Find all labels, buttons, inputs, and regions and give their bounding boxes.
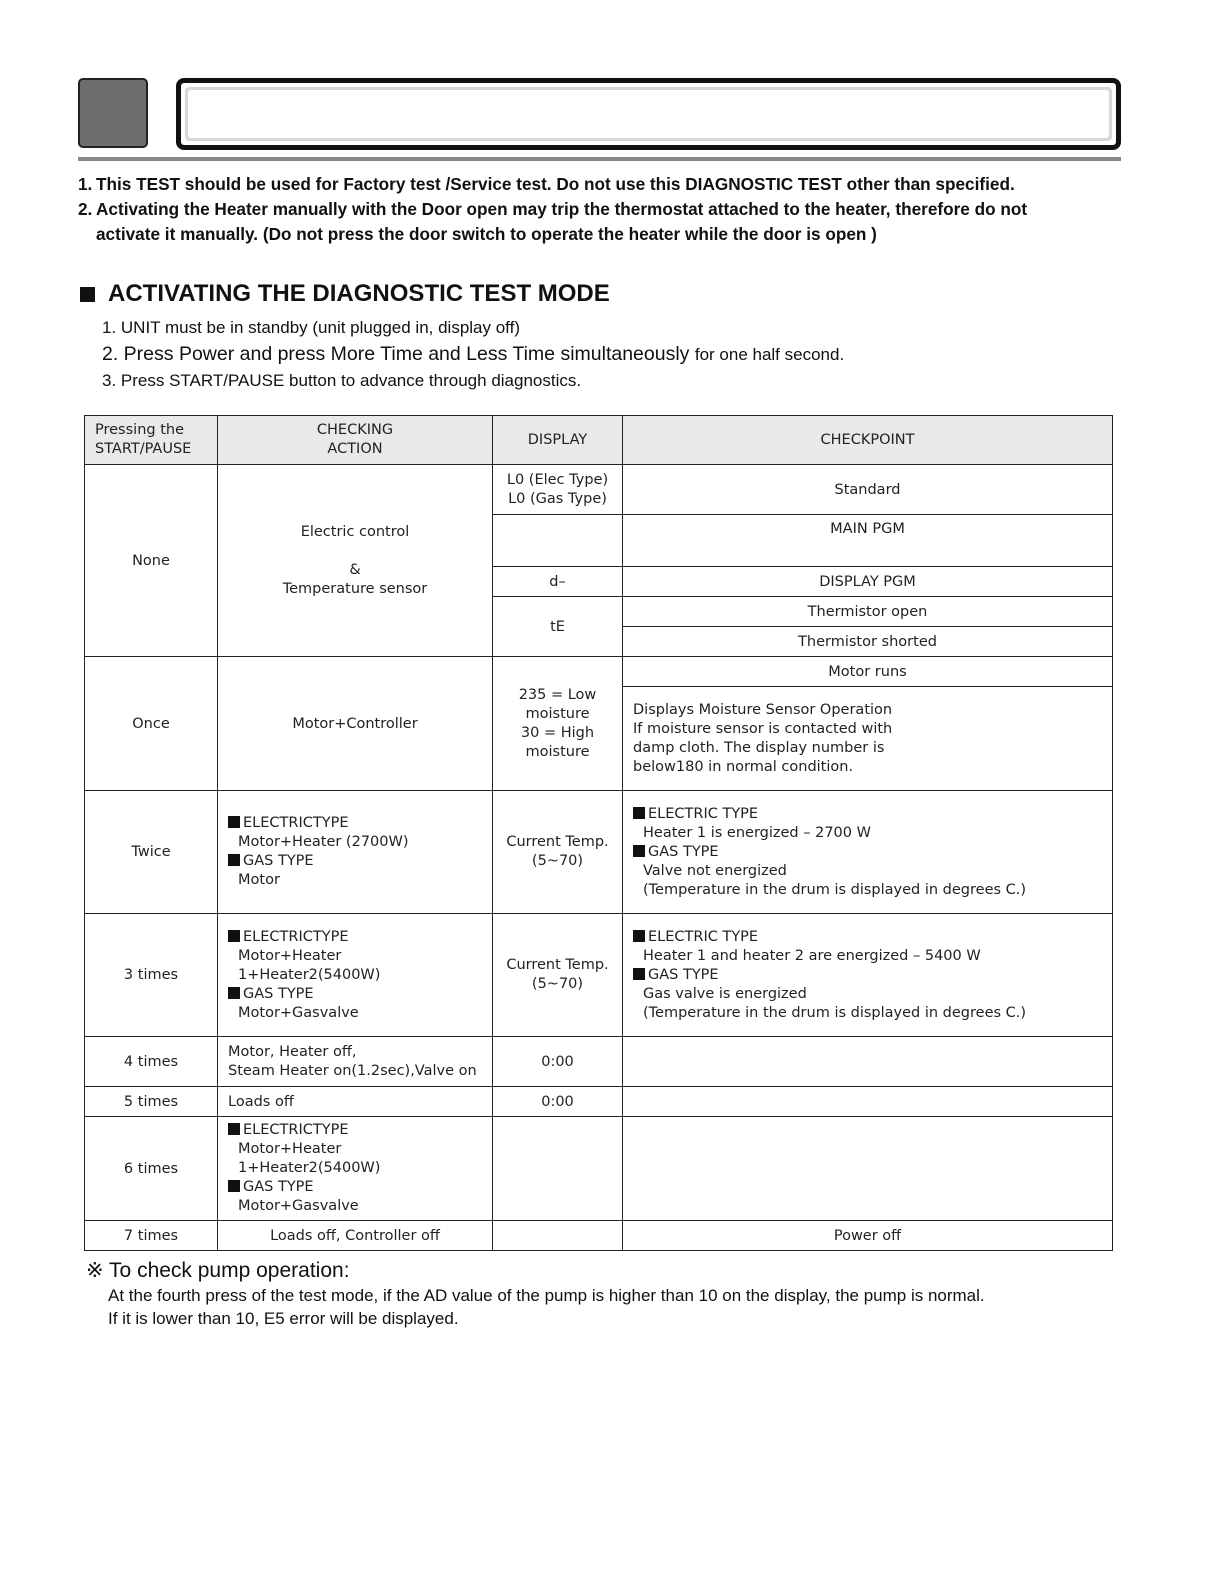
table-row [85,914,1113,1037]
checkpoint-motor-runs: Motor runs [623,657,1113,687]
action-3-times: ELECTRICTYPE Motor+Heater 1+Heater2(5400W) GAS TYPE Motor+Gasvalve [218,914,493,1037]
press-6-times: 6 times [85,1117,218,1221]
square-bullet-icon [633,930,645,942]
display-l0: L0 (Elec Type) L0 (Gas Type) [493,465,623,515]
warning-2-continued: activate it manually. (Do not press the door switch to operate the heater while the door is open ) [96,224,877,244]
header-checking-action: CHECKING ACTION [218,416,493,465]
section-title: ACTIVATING THE DIAGNOSTIC TEST MODE [80,280,610,308]
checkpoint-thermistor-open: Thermistor open [623,597,1113,627]
display-d: d– [493,567,623,597]
pump-note-line-1: At the fourth press of the test mode, if the AD value of the pump is higher than 10 on the display, the pump is normal. [108,1286,985,1305]
action-none: Electric control & Temperature sensor [218,465,493,657]
checkpoint-twice: ELECTRIC TYPE Heater 1 is energized – 2700 W GAS TYPE Valve not energized (Temperature in the drum is displayed in degrees C.) [623,791,1113,914]
checkpoint-standard: Standard [623,465,1113,515]
step-2: 2. Press Power and press More Time and Less Time simultaneously for one half second. [102,343,845,365]
display-5-times: 0:00 [493,1087,623,1117]
header-pressing: Pressing the START/PAUSE [85,416,218,465]
pump-note-line-2: If it is lower than 10, E5 error will be displayed. [108,1309,459,1328]
square-bullet-icon [633,845,645,857]
square-bullet-icon [228,816,240,828]
press-5-times: 5 times [85,1087,218,1117]
action-6-times: ELECTRICTYPE Motor+Heater 1+Heater2(5400W) GAS TYPE Motor+Gasvalve [218,1117,493,1221]
display-te: tE [493,597,623,657]
warning-2: 2. Activating the Heater manually with the Door open may trip the thermostat attached to the heater, therefore do not [78,199,1028,219]
header-divider [78,157,1121,161]
action-7-times: Loads off, Controller off [218,1221,493,1251]
table-row [85,1037,1113,1087]
table-row [85,1087,1113,1117]
table-row [85,791,1113,914]
press-none: None [85,465,218,657]
header-display: DISPLAY [493,416,623,465]
pump-note-heading: ※ To check pump operation: [86,1259,350,1282]
checkpoint-main-pgm: MAIN PGM [623,515,1113,567]
checkpoint-display-pgm: DISPLAY PGM [623,567,1113,597]
square-bullet-icon [228,930,240,942]
square-bullet-icon [633,807,645,819]
table-row [85,1117,1113,1221]
display-6-times [493,1117,623,1221]
display-twice: Current Temp. (5~70) [493,791,623,914]
display-7-times [493,1221,623,1251]
checkpoint-3-times: ELECTRIC TYPE Heater 1 and heater 2 are energized – 5400 W GAS TYPE Gas valve is energized (Temperature in the drum is displayed in degrees C.) [623,914,1113,1037]
table-row [85,657,1113,687]
checkpoint-7-times: Power off [623,1221,1113,1251]
square-bullet-icon [228,1180,240,1192]
table-row [85,465,1113,515]
chapter-title-bar [176,78,1121,150]
display-once: 235 = Low moisture 30 = High moisture [493,657,623,791]
press-4-times: 4 times [85,1037,218,1087]
square-bullet-icon [228,987,240,999]
step-1: 1. UNIT must be in standby (unit plugged in, display off) [102,318,520,337]
checkpoint-6-times [623,1117,1113,1221]
checkpoint-4-times [623,1037,1113,1087]
checkpoint-thermistor-shorted: Thermistor shorted [623,627,1113,657]
header-checkpoint: CHECKPOINT [623,416,1113,465]
square-bullet-icon [633,968,645,980]
chapter-number-box [78,78,148,148]
square-bullet-icon [228,854,240,866]
press-twice: Twice [85,791,218,914]
square-bullet-icon [80,287,95,302]
display-4-times: 0:00 [493,1037,623,1087]
table-row [85,1221,1113,1251]
press-3-times: 3 times [85,914,218,1037]
display-empty [493,515,623,567]
checkpoint-moisture: Displays Moisture Sensor Operation If moisture sensor is contacted with damp cloth. The display number is below180 in normal condition. [623,687,1113,791]
display-3-times: Current Temp. (5~70) [493,914,623,1037]
table-header-row [85,416,1113,465]
action-once: Motor+Controller [218,657,493,791]
action-twice: ELECTRICTYPE Motor+Heater (2700W) GAS TYPE Motor [218,791,493,914]
press-7-times: 7 times [85,1221,218,1251]
action-4-times: Motor, Heater off, Steam Heater on(1.2sec),Valve on [218,1037,493,1087]
step-3: 3. Press START/PAUSE button to advance through diagnostics. [102,371,582,390]
action-5-times: Loads off [218,1087,493,1117]
checkpoint-5-times [623,1087,1113,1117]
square-bullet-icon [228,1123,240,1135]
diagnostic-table [84,415,1113,1251]
warning-1: 1. This TEST should be used for Factory test /Service test. Do not use this DIAGNOSTIC TEST other than specified. [78,174,1015,194]
press-once: Once [85,657,218,791]
